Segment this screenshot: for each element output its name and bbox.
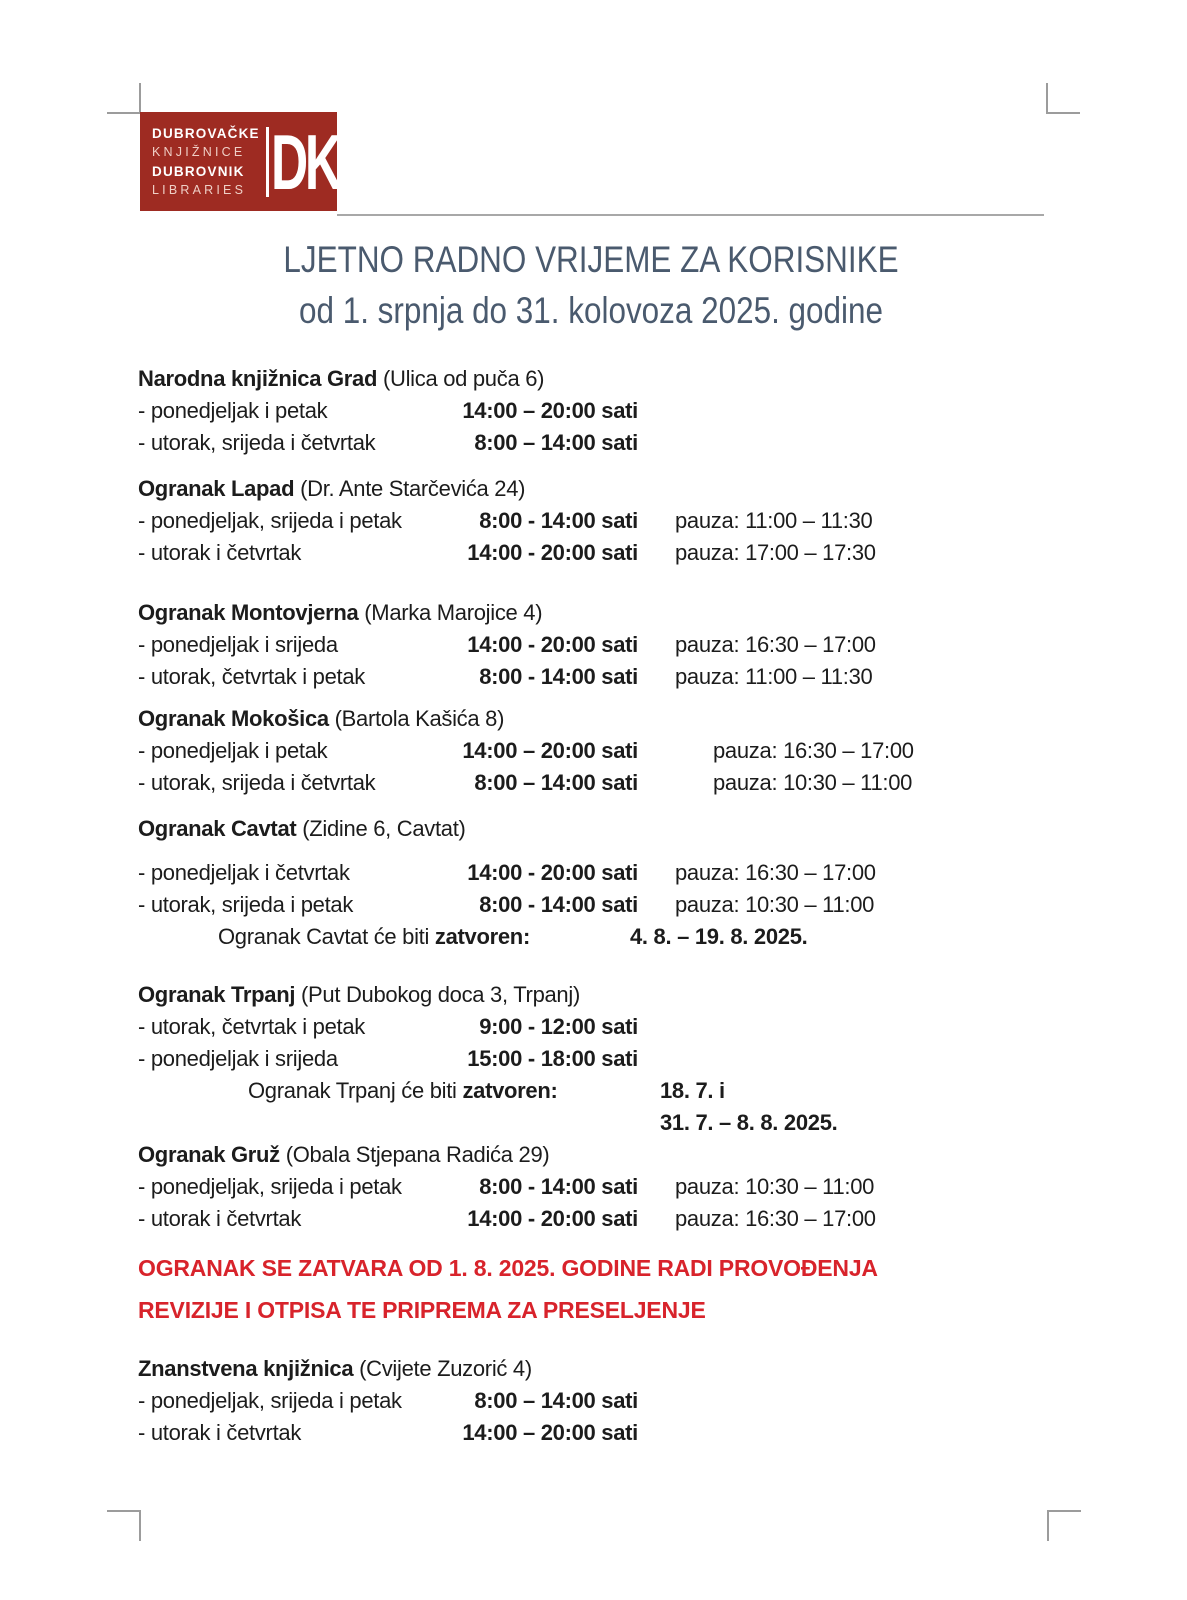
row-days: - utorak, četvrtak i petak [138, 664, 365, 689]
closed-notice-row [138, 921, 1058, 953]
closed-text [138, 921, 630, 953]
row-time: 14:00 - 20:00 sati [467, 860, 638, 885]
schedule-row [138, 661, 1058, 693]
schedule-row [138, 889, 1058, 921]
row-pauza: pauza: 16:30 – 17:00 [713, 738, 914, 763]
dk-monogram-icon: DK [270, 117, 339, 206]
row-pauza [675, 1011, 1058, 1043]
row-pauza: pauza: 10:30 – 11:00 [675, 1174, 875, 1199]
page-title-line2: od 1. srpnja do 31. kolovoza 2025. godine [298, 290, 884, 331]
section-ogranak-montovjerna [138, 597, 1058, 693]
section-header [138, 1353, 1058, 1385]
header-rule [337, 214, 1044, 216]
row-days: - ponedjeljak i petak [138, 738, 328, 763]
row-time: 14:00 – 20:00 sati [462, 738, 638, 763]
row-days: - utorak, srijeda i petak [138, 892, 354, 917]
schedule-row [138, 1043, 1058, 1075]
schedule-row [138, 1011, 1058, 1043]
section-ogranak-cavtat [138, 813, 1058, 953]
row-days: - ponedjeljak i četvrtak [138, 860, 350, 885]
row-days: - utorak i četvrtak [138, 540, 302, 565]
logo-divider-bar [266, 127, 269, 197]
logo-wordmark [140, 124, 260, 200]
crop-mark-top-right-icon [1046, 83, 1080, 114]
library-logo [140, 112, 337, 211]
logo-line: KNJIŽNICE [152, 144, 246, 159]
row-days: - ponedjeljak i srijeda [138, 632, 338, 657]
section-address: (Zidine 6, Cavtat) [302, 816, 466, 841]
row-days: - ponedjeljak, srijeda i petak [138, 1388, 402, 1413]
row-pauza: pauza: 11:00 – 11:30 [675, 664, 873, 689]
row-time: 14:00 - 20:00 sati [467, 632, 638, 657]
schedule-row [138, 1417, 1058, 1449]
schedule-row [138, 735, 1058, 767]
section-name: Ogranak Mokošica [138, 706, 329, 731]
closed-prefix: Ogranak Trpanj će biti [248, 1078, 463, 1103]
section-ogranak-gruz [138, 1139, 1058, 1235]
row-time: 8:00 – 14:00 sati [474, 770, 638, 795]
row-days: - utorak, srijeda i četvrtak [138, 430, 376, 455]
crop-mark-bottom-right-icon [1047, 1510, 1081, 1541]
closed-date: 4. 8. – 19. 8. 2025. [630, 924, 808, 949]
row-days: - ponedjeljak, srijeda i petak [138, 1174, 402, 1199]
closed-date: 18. 7. i [660, 1078, 725, 1103]
logo-line: LIBRARIES [152, 182, 247, 197]
section-name: Ogranak Lapad [138, 476, 295, 501]
section-address: (Put Dubokog doca 3, Trpanj) [301, 982, 580, 1007]
row-days: - utorak, srijeda i četvrtak [138, 770, 376, 795]
section-name: Narodna knjižnica Grad [138, 366, 378, 391]
schedule-row [138, 1171, 1058, 1203]
row-pauza: pauza: 16:30 – 17:00 [675, 1206, 876, 1231]
schedule-row [138, 505, 1058, 537]
logo-line: DUBROVNIK [152, 163, 245, 179]
row-pauza: pauza: 17:00 – 17:30 [675, 540, 876, 565]
row-time: 8:00 - 14:00 sati [479, 892, 638, 917]
schedule-row [138, 427, 1058, 459]
section-header [138, 363, 1058, 395]
closed-keyword: zatvoren: [434, 924, 530, 949]
row-time: 8:00 – 14:00 sati [474, 1388, 638, 1413]
schedule-row [138, 857, 1058, 889]
row-pauza [675, 1385, 1058, 1417]
row-days: - ponedjeljak i petak [138, 398, 328, 423]
closed-notice-row [138, 1107, 1058, 1139]
section-address: (Marka Marojice 4) [364, 600, 543, 625]
closed-text [138, 1075, 660, 1107]
crop-mark-bottom-left-icon [107, 1510, 141, 1541]
section-header [138, 473, 1058, 505]
row-pauza: pauza: 10:30 – 11:00 [675, 892, 875, 917]
row-pauza [675, 1417, 1058, 1449]
page-title [206, 234, 976, 336]
section-address: (Dr. Ante Starčevića 24) [300, 476, 526, 501]
closed-date: 31. 7. – 8. 8. 2025. [660, 1110, 838, 1135]
section-address: (Ulica od puča 6) [382, 366, 545, 391]
section-header [138, 1139, 1058, 1171]
section-ogranak-trpanj [138, 979, 1058, 1139]
row-days: - utorak i četvrtak [138, 1420, 302, 1445]
section-address: (Obala Stjepana Radića 29) [285, 1142, 550, 1167]
section-name: Ogranak Montovjerna [138, 600, 359, 625]
row-time: 14:00 – 20:00 sati [462, 398, 638, 423]
row-pauza: pauza: 16:30 – 17:00 [675, 860, 876, 885]
section-narodna-knjiznica-grad [138, 363, 1058, 459]
row-time: 15:00 - 18:00 sati [467, 1046, 638, 1071]
row-pauza [675, 427, 1058, 459]
schedule-row [138, 767, 1058, 799]
row-time: 14:00 - 20:00 sati [467, 540, 638, 565]
section-ogranak-lapad [138, 473, 1058, 569]
section-name: Ogranak Cavtat [138, 816, 297, 841]
section-name: Znanstvena knjižnica [138, 1356, 354, 1381]
schedule-row [138, 1385, 1058, 1417]
closed-text [138, 1107, 660, 1139]
section-znanstvena-knjiznica [138, 1353, 1058, 1449]
section-header [138, 979, 1058, 1011]
schedule-row [138, 629, 1058, 661]
row-time: 8:00 - 14:00 sati [479, 664, 638, 689]
closure-warning-line1: OGRANAK SE ZATVARA OD 1. 8. 2025. GODINE RADI PROVOĐENJA [138, 1255, 878, 1281]
section-header [138, 703, 1058, 735]
row-days: - utorak i četvrtak [138, 1206, 302, 1231]
logo-line: DUBROVAČKE [152, 125, 260, 141]
section-address: (Cvijete Zuzorić 4) [359, 1356, 532, 1381]
section-name: Ogranak Gruž [138, 1142, 280, 1167]
section-address: (Bartola Kašića 8) [334, 706, 505, 731]
row-days: - ponedjeljak i srijeda [138, 1046, 338, 1071]
closed-keyword: zatvoren: [462, 1078, 558, 1103]
row-pauza: pauza: 10:30 – 11:00 [713, 770, 913, 795]
closure-warning [138, 1247, 1058, 1331]
row-time: 8:00 – 14:00 sati [474, 430, 638, 455]
schedule-row [138, 1203, 1058, 1235]
logo-monogram-wrap [266, 112, 374, 211]
section-ogranak-mokosica [138, 703, 1058, 799]
row-time: 8:00 - 14:00 sati [479, 1174, 638, 1199]
page-title-line1: LJETNO RADNO VRIJEME ZA KORISNIKE [283, 239, 899, 280]
schedule-content [138, 363, 1058, 1449]
row-time: 9:00 - 12:00 sati [479, 1014, 638, 1039]
row-time: 8:00 - 14:00 sati [479, 508, 638, 533]
row-pauza [675, 395, 1058, 427]
closed-notice-row [138, 1075, 1058, 1107]
row-pauza: pauza: 16:30 – 17:00 [675, 632, 876, 657]
row-time: 14:00 - 20:00 sati [467, 1206, 638, 1231]
closed-prefix: Ogranak Cavtat će biti [218, 924, 435, 949]
row-days: - utorak, četvrtak i petak [138, 1014, 365, 1039]
schedule-row [138, 395, 1058, 427]
row-pauza: pauza: 11:00 – 11:30 [675, 508, 873, 533]
closure-warning-line2: REVIZIJE I OTPISA TE PRIPREMA ZA PRESELJENJE [138, 1297, 706, 1323]
crop-mark-top-left-icon [107, 83, 141, 114]
section-header [138, 597, 1058, 629]
section-name: Ogranak Trpanj [138, 982, 296, 1007]
row-days: - ponedjeljak, srijeda i petak [138, 508, 402, 533]
schedule-row [138, 537, 1058, 569]
row-time: 14:00 – 20:00 sati [462, 1420, 638, 1445]
section-header [138, 813, 1058, 845]
row-pauza [675, 1043, 1058, 1075]
